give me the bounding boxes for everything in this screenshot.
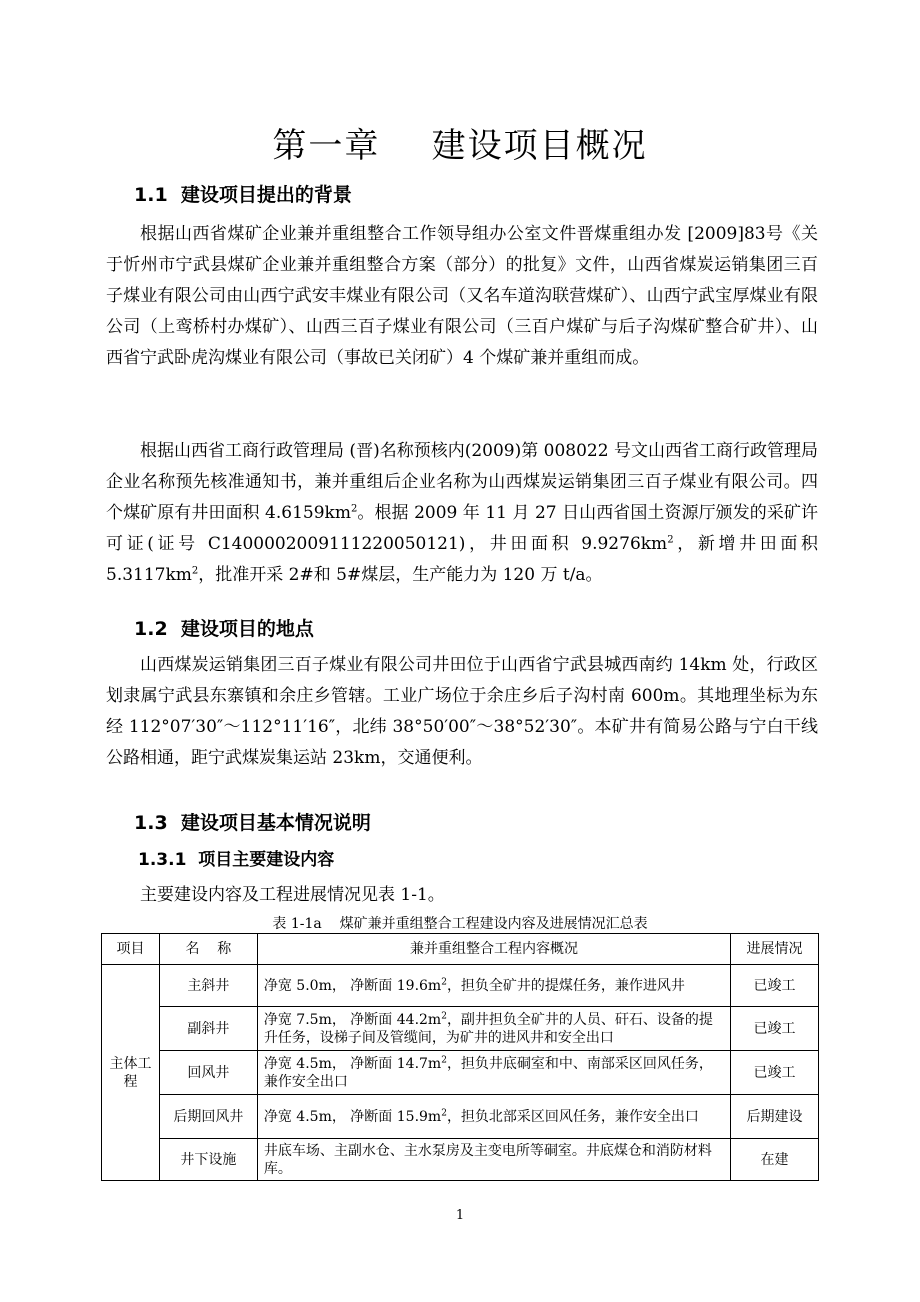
location-paragraph: 山西煤炭运销集团三百子煤业有限公司井田位于山西省宁武县城西南约 14km 处，行政区划隶属宁武县东寨镇和余庄乡管辖。工业广场位于余庄乡后子沟村南 600m。其地理坐标为东经 112°07′30″～112°11′16″，北纬 38°50′00″～38°52′30″。本矿井有简易公路与宁白干线公路相通，距宁武煤炭集运站 23km，交通便利。 <box>106 655 818 768</box>
background-paragraph-2 <box>106 436 818 591</box>
content-text: 净宽 5.0m， 净断面 19.6m <box>263 977 442 994</box>
construction-summary-table <box>101 933 819 1181</box>
row-name: 井下设施 <box>159 1139 257 1181</box>
content-text: ，担负井底硐室和中、南部采区回风任务，兼作安全出口 <box>263 1055 713 1090</box>
table-header-row <box>102 934 819 965</box>
header-status: 进展情况 <box>731 934 819 965</box>
row-content <box>257 1139 730 1181</box>
superscript: 2 <box>441 1010 447 1021</box>
row-content <box>257 965 730 1007</box>
paragraph-text: 根据山西省工商行政管理局 (晋)名称预核内(2009)第 008022 号文山西省工商行政管理局企业名称预先核准通知书，兼并重组后企业名称为山西煤炭运销集团三百子煤业有限公司。四个煤矿原有井田面积 4.6159km <box>106 441 818 523</box>
content-text: 净宽 4.5m， 净断面 15.9m <box>263 1108 442 1125</box>
paragraph-text: ，批准开采 2#和 5#煤层，生产能力为 120 万 t/a。 <box>198 565 603 585</box>
superscript: 2 <box>350 503 358 515</box>
table-row <box>102 1051 819 1095</box>
content-text: 净宽 4.5m， 净断面 14.7m <box>263 1055 442 1072</box>
table-row <box>102 965 819 1007</box>
header-content: 兼并重组整合工程内容概况 <box>257 934 730 965</box>
group-main-works: 主体工程 <box>102 965 160 1181</box>
row-content <box>257 1051 730 1095</box>
paragraph-text: 。根据 2009 年 11 月 27 日山西省国土资源厅颁发的采矿许可证(证号 C1400002009111220050121)，井田面积 9.9276km <box>106 503 818 554</box>
row-status: 后期建设 <box>731 1095 819 1139</box>
superscript: 2 <box>441 1054 447 1065</box>
row-name: 回风井 <box>159 1051 257 1095</box>
header-name: 名 称 <box>159 934 257 965</box>
paragraph-text: ，新增井田面积 5.3117km <box>106 534 819 585</box>
content-intro-paragraph: 主要建设内容及工程进展情况见表 1-1。 <box>140 885 445 905</box>
row-name: 副斜井 <box>159 1007 257 1051</box>
row-status: 在建 <box>731 1139 819 1181</box>
section-heading-1-3: 1.3 建设项目基本情况说明 <box>134 812 371 834</box>
content-text: 井底车场、主副水仓、主水泵房及主变电所等硐室。井底煤仓和消防材料库。 <box>263 1142 712 1177</box>
row-status: 已竣工 <box>731 1051 819 1095</box>
header-project: 项目 <box>102 934 160 965</box>
subsection-heading-1-3-1: 1.3.1 项目主要建设内容 <box>138 850 335 870</box>
row-status: 已竣工 <box>731 965 819 1007</box>
content-text: ，担负北部采区回风任务，兼作安全出口 <box>446 1108 699 1125</box>
superscript: 2 <box>441 1107 447 1118</box>
page-number: 1 <box>455 1208 465 1223</box>
content-text: ，副井担负全矿井的人员、矸石、设备的提升任务，设梯子间及管缆间，为矿井的进风井和安全出口 <box>263 1011 713 1046</box>
section-heading-1-1: 1.1 建设项目提出的背景 <box>134 184 352 206</box>
background-paragraph-1: 根据山西省煤矿企业兼并重组整合工作领导组办公室文件晋煤重组办发 [2009]83号《关于忻州市宁武县煤矿企业兼并重组整合方案（部分）的批复》文件，山西省煤炭运销集团三百子煤业有限公司由山西宁武安丰煤业有限公司（又名车道沟联营煤矿）、山西宁武宝厚煤业有限公司（上鸾桥村办煤矿）、山西三百子煤业有限公司（三百户煤矿与后子沟煤矿整合矿井）、山西省宁武卧虎沟煤业有限公司（事故已关闭矿）4 个煤矿兼并重组而成。 <box>106 224 818 368</box>
chapter-title: 第一章 建设项目概况 <box>272 126 648 166</box>
row-name: 主斜井 <box>159 965 257 1007</box>
table-caption: 表 1-1a 煤矿兼并重组整合工程建设内容及进展情况汇总表 <box>272 916 648 932</box>
row-status: 已竣工 <box>731 1007 819 1051</box>
row-content <box>257 1095 730 1139</box>
content-text: ，担负全矿井的提煤任务，兼作进风井 <box>446 977 685 994</box>
section-heading-1-2: 1.2 建设项目的地点 <box>134 618 314 640</box>
table-row <box>102 1007 819 1051</box>
superscript: 2 <box>191 565 199 577</box>
superscript: 2 <box>667 534 674 546</box>
superscript: 2 <box>441 976 447 987</box>
table-row <box>102 1139 819 1181</box>
content-text: 净宽 7.5m， 净断面 44.2m <box>263 1011 442 1028</box>
table-row <box>102 1095 819 1139</box>
row-content <box>257 1007 730 1051</box>
row-name: 后期回风井 <box>159 1095 257 1139</box>
